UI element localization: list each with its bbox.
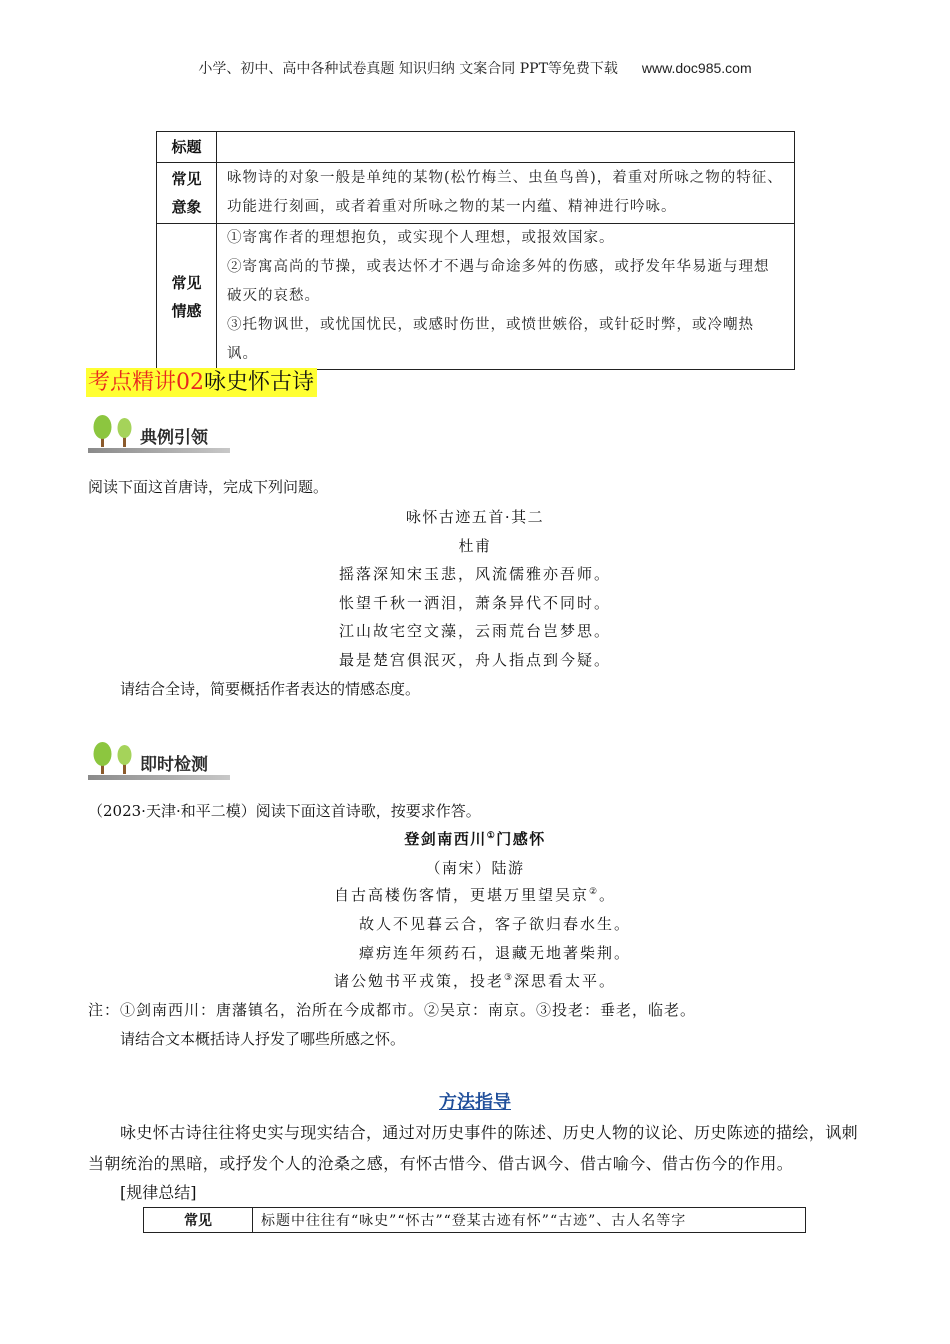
row-value-emotion <box>217 224 795 370</box>
section-title-text: 咏史怀古诗 <box>204 370 315 395</box>
footnote-marker: ③ <box>503 973 515 983</box>
badge-underline <box>88 775 230 780</box>
poem-line: 最是楚宫俱泯灭，舟人指点到今疑。 <box>338 651 611 669</box>
row-key-image: 常见 意象 <box>157 163 217 224</box>
method-paragraph: 咏史怀古诗往往将史实与现实结合，通过对历史事件的陈述、历史人物的议论、历史陈迹的描绘，讽刺当朝统治的黑暗，或抒发个人的沧桑之感，有怀古惜今、借古讽今、借古喻今、借古伤今的作用。 <box>88 1123 859 1173</box>
example-question: 请结合全诗，简要概括作者表达的情感态度。 <box>120 680 421 698</box>
table-row <box>157 132 795 163</box>
method-title: 方法指导 <box>439 1092 511 1113</box>
footnote: 注：①剑南西川：唐藩镇名，治所在今成都市。②吴京：南京。③投老：垂老，临老。 <box>88 1001 697 1019</box>
badge-underline <box>88 448 230 453</box>
section-title <box>86 368 317 397</box>
row-key-emotion: 常见 情感 <box>157 224 217 370</box>
check-question: 请结合文本概括诗人抒发了哪些所感之怀。 <box>120 1030 406 1048</box>
table-row <box>157 224 795 370</box>
table-row <box>144 1208 806 1233</box>
emotion-item: ①寄寓作者的理想抱负，或实现个人理想，或报效国家。 <box>227 230 615 246</box>
check-intro: （2023·天津·和平二模）阅读下面这首诗歌，按要求作答。 <box>88 802 481 820</box>
poem-author: 杜甫 <box>458 537 492 555</box>
footnote-marker: ② <box>588 887 600 897</box>
row-value-image: 咏物诗的对象一般是单纯的某物(松竹梅兰、虫鱼鸟兽)，着重对所咏之物的特征、功能进行刻画，或者着重对所咏之物的某一内蕴、精神进行吟咏。 <box>217 163 795 224</box>
poem-line: 诸公勉书平戎策，投老③深思看太平。 <box>333 972 617 990</box>
rule-table <box>143 1207 806 1233</box>
check-badge-label: 即时检测 <box>140 755 208 775</box>
tree-icon <box>90 742 136 776</box>
example-badge <box>88 415 238 455</box>
poem-line: 自古高楼伤客情，更堪万里望吴京②。 <box>333 886 617 904</box>
row-value-title <box>217 132 795 163</box>
poem-title: 咏怀古迹五首·其二 <box>405 508 545 526</box>
emotion-item: ②寄寓高尚的节操，或表达怀才不遇与命途多舛的伤感，或抒发年华易逝与理想破灭的哀愁。 <box>227 259 770 304</box>
header-text: 小学、初中、高中各种试卷真题 知识归纳 文案合同 PPT等免费下载 <box>198 61 618 77</box>
page-header <box>0 58 950 78</box>
poem-line: 江山故宅空文藻，云雨荒台岂梦思。 <box>338 622 611 640</box>
poem-author: （南宋）陆游 <box>425 859 525 877</box>
poem-line: 瘴疠连年须药石，退藏无地著柴荆。 <box>358 944 631 962</box>
image-emotion-table <box>156 131 795 370</box>
table-row <box>157 163 795 224</box>
poem-title: 登剑南西川①门感怀 <box>404 830 546 848</box>
footnote-marker: ① <box>486 831 497 841</box>
row-key-title: 标题 <box>157 132 217 163</box>
rule-summary-label: [规律总结] <box>120 1183 197 1202</box>
example-intro: 阅读下面这首唐诗，完成下列问题。 <box>88 478 329 496</box>
example-badge-label: 典例引领 <box>140 428 208 448</box>
poem-line: 摇落深知宋玉悲，风流儒雅亦吾师。 <box>338 565 611 583</box>
emotion-item: ③托物讽世，或忧国忧民，或感时伤世，或愤世嫉俗，或针砭时弊，或冷嘲热讽。 <box>227 317 754 362</box>
section-title-number: 考点精讲02 <box>88 370 204 395</box>
row-value: 标题中往往有“咏史”“怀古”“登某古迹有怀”“古迹”、古人名等字 <box>253 1208 806 1233</box>
poem-line: 怅望千秋一洒泪，萧条异代不同时。 <box>338 594 611 612</box>
check-badge <box>88 742 238 782</box>
header-url[interactable]: www.doc985.com <box>641 60 752 76</box>
row-key: 常见 <box>144 1208 253 1233</box>
poem-line: 故人不见暮云合，客子欲归春水生。 <box>358 915 631 933</box>
tree-icon <box>90 415 136 449</box>
